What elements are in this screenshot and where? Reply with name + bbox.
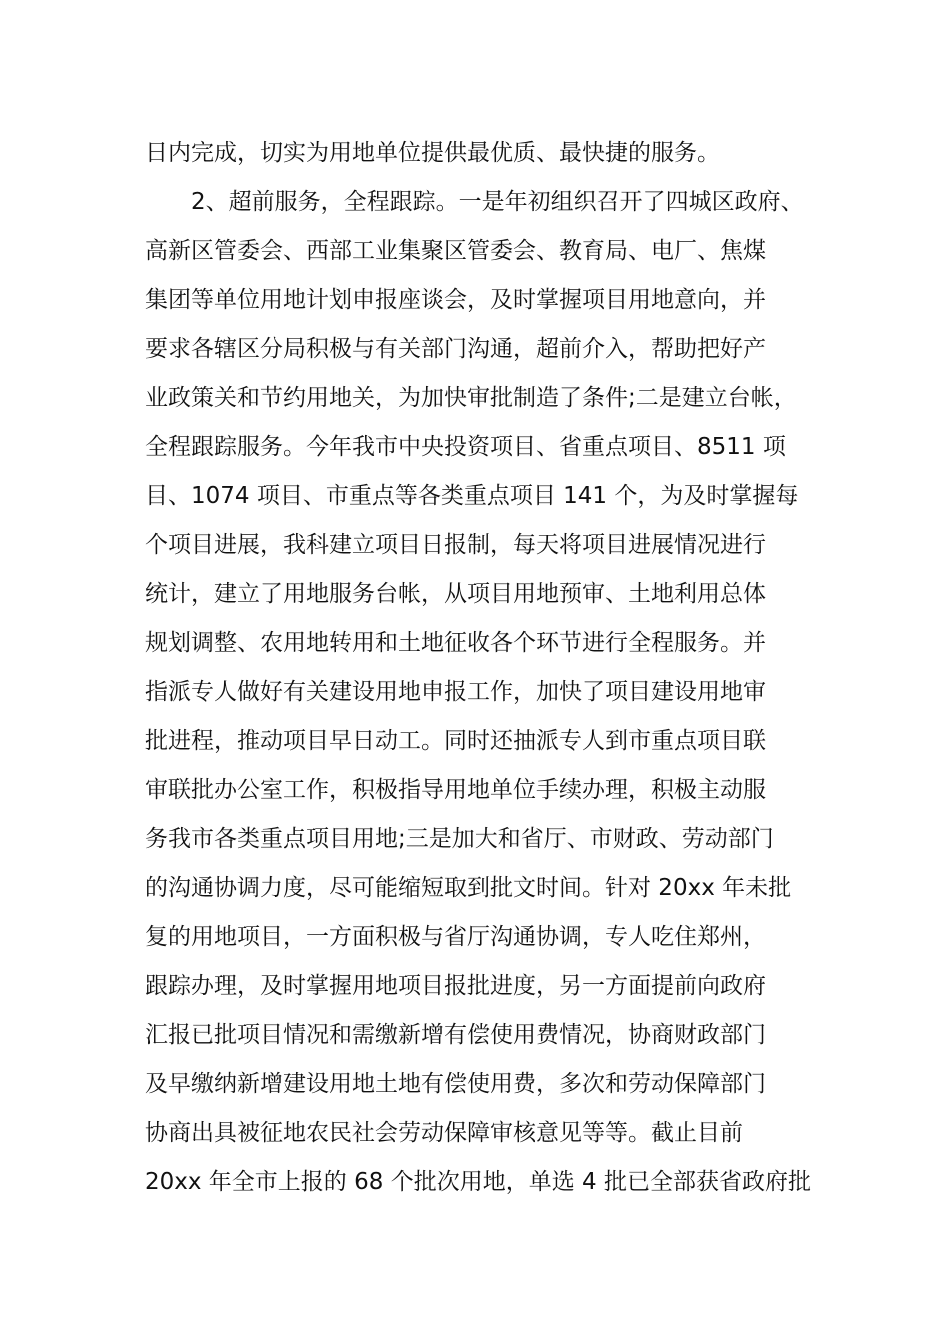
text-line: 规划调整、农用地转用和土地征收各个环节进行全程服务。并 (145, 630, 766, 656)
text-line: 指派专人做好有关建设用地申报工作，加快了项目建设用地审 (145, 679, 766, 705)
text-line: 目、1074 项目、市重点等各类重点项目 141 个，为及时掌握每 (145, 483, 799, 509)
text-line: 协商出具被征地农民社会劳动保障审核意见等等。截止目前 (145, 1120, 743, 1146)
text-line: 日内完成，切实为用地单位提供最优质、最快捷的服务。 (145, 140, 720, 166)
text-line: 个项目进展，我科建立项目日报制，每天将项目进展情况进行 (145, 532, 766, 558)
text-line: 复的用地项目，一方面积极与省厅沟通协调，专人吃住郑州， (145, 924, 766, 950)
text-line: 统计，建立了用地服务台帐，从项目用地预审、土地利用总体 (145, 581, 766, 607)
text-line: 务我市各类重点项目用地;三是加大和省厅、市财政、劳动部门 (145, 826, 774, 852)
text-line: 高新区管委会、西部工业集聚区管委会、教育局、电厂、焦煤 (145, 238, 766, 264)
text-line: 20xx 年全市上报的 68 个批次用地，单选 4 批已全部获省政府批 (145, 1169, 811, 1195)
text-line: 批进程，推动项目早日动工。同时还抽派专人到市重点项目联 (145, 728, 766, 754)
text-line: 的沟通协调力度，尽可能缩短取到批文时间。针对 20xx 年未批 (145, 875, 792, 901)
text-line: 业政策关和节约用地关，为加快审批制造了条件;二是建立台帐， (145, 385, 797, 411)
text-line: 跟踪办理，及时掌握用地项目报批进度，另一方面提前向政府 (145, 973, 766, 999)
text-line: 审联批办公室工作，积极指导用地单位手续办理，积极主动服 (145, 777, 766, 803)
text-line: 要求各辖区分局积极与有关部门沟通，超前介入，帮助把好产 (145, 336, 766, 362)
text-line: 2、超前服务，全程跟踪。一是年初组织召开了四城区政府、 (145, 189, 804, 215)
text-line: 汇报已批项目情况和需缴新增有偿使用费情况，协商财政部门 (145, 1022, 766, 1048)
text-line: 及早缴纳新增建设用地土地有偿使用费，多次和劳动保障部门 (145, 1071, 766, 1097)
text-line: 全程跟踪服务。今年我市中央投资项目、省重点项目、8511 项 (145, 434, 786, 460)
text-line: 集团等单位用地计划申报座谈会，及时掌握项目用地意向，并 (145, 287, 766, 313)
